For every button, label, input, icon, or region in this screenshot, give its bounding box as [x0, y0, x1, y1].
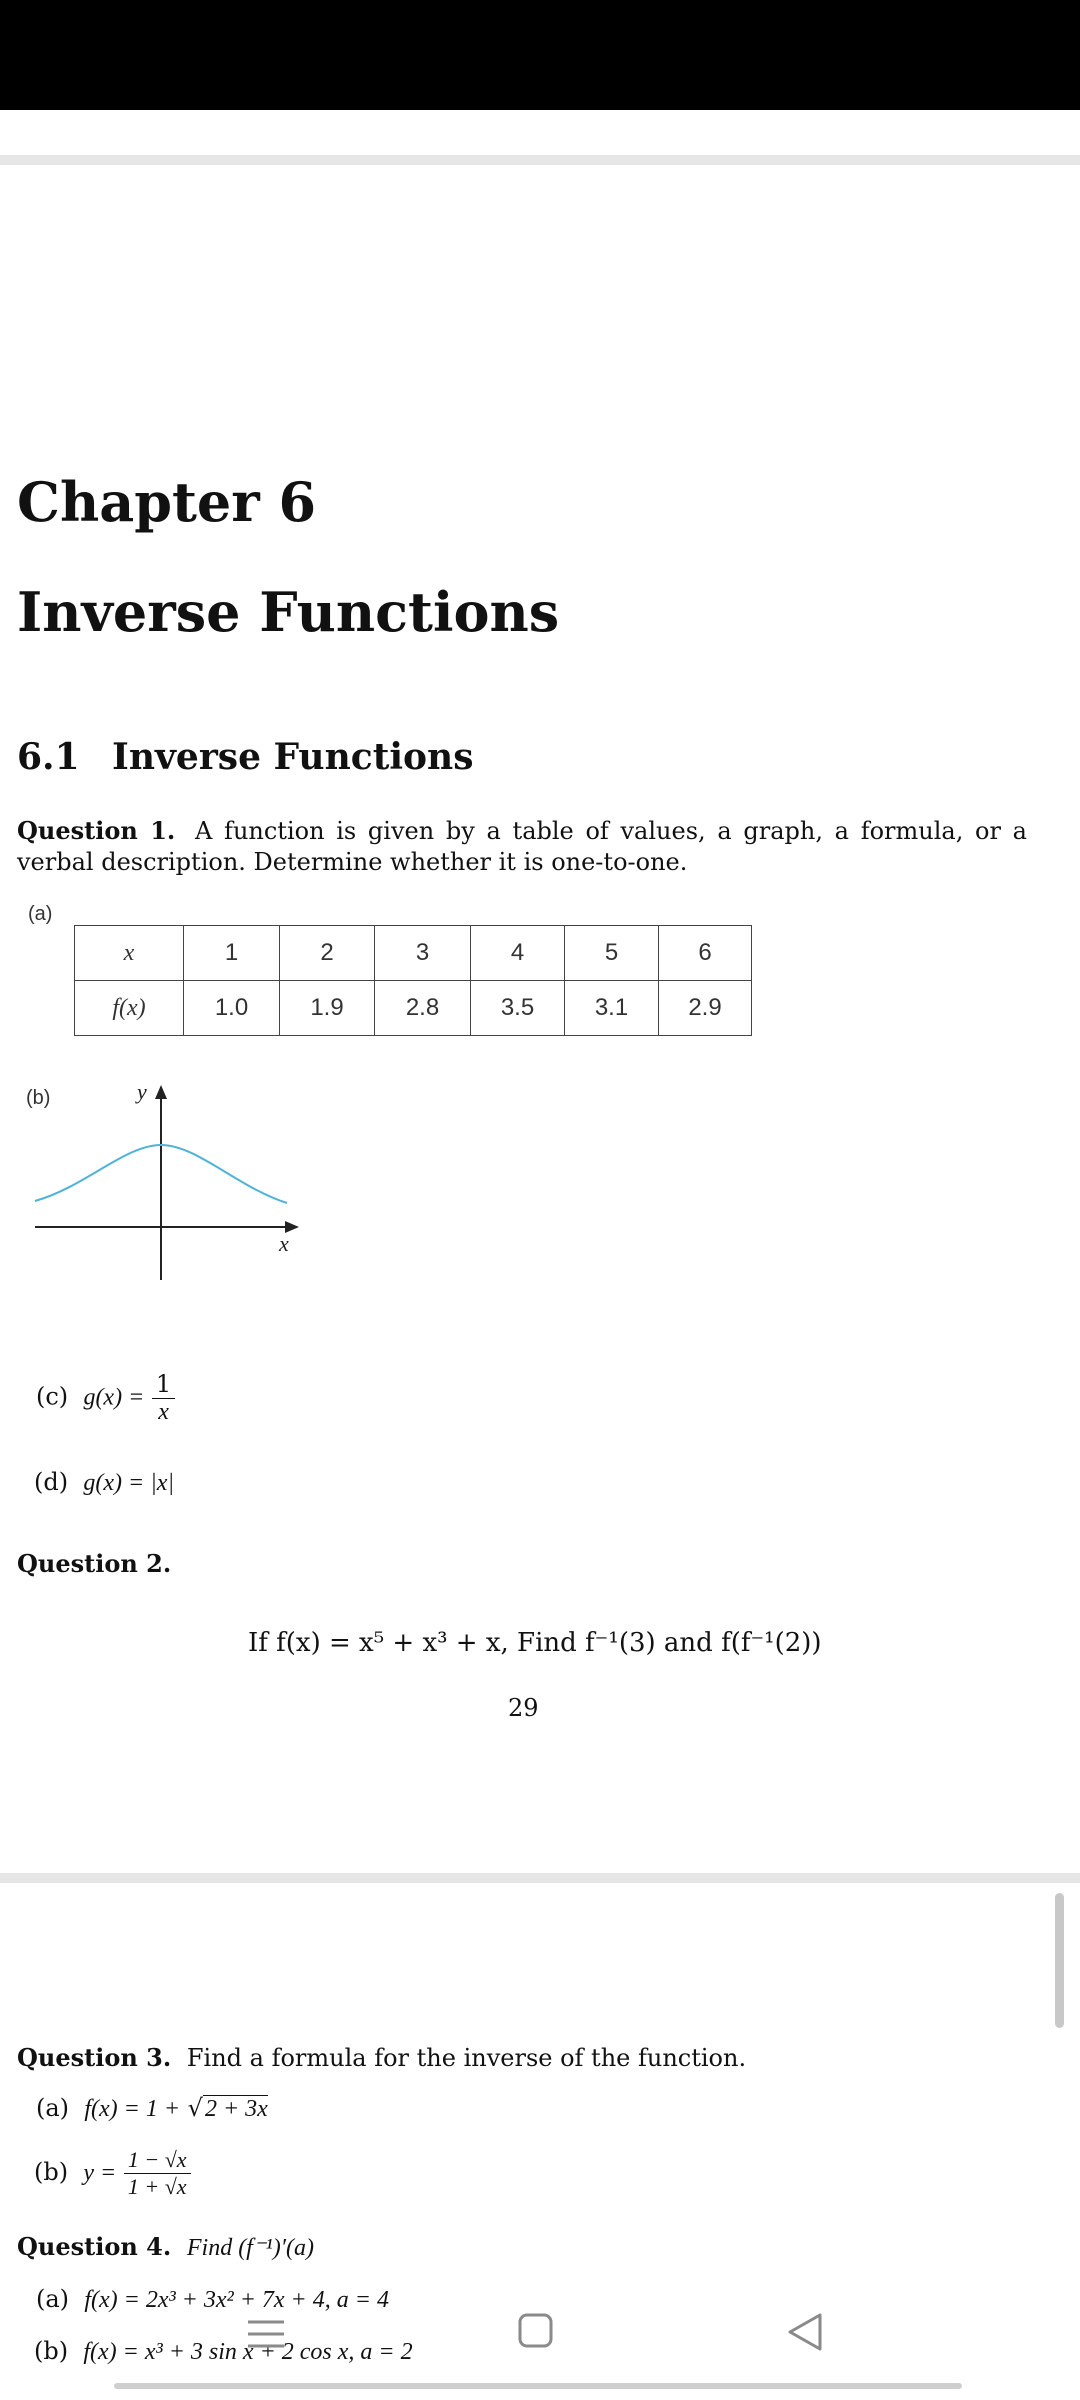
- gesture-indicator[interactable]: [114, 2383, 962, 2389]
- y-axis-label: y: [137, 1079, 147, 1104]
- q4-part-a-label: (a): [36, 2285, 70, 2313]
- table-cell: 2.8: [375, 981, 471, 1036]
- table-cell: 5: [565, 926, 659, 981]
- table-header-fx: f(x): [75, 981, 184, 1036]
- back-icon[interactable]: [786, 2312, 824, 2352]
- table-row: [75, 926, 752, 981]
- table-row: [75, 981, 752, 1036]
- function-graph: [25, 1075, 305, 1285]
- part-d-expr: g(x) = |x|: [83, 1470, 175, 1496]
- fraction-numerator: 1: [152, 1370, 175, 1399]
- q3-part-b: [34, 2147, 191, 2200]
- q4-part-b-expr: f(x) = x³ + 3 sin x + 2 cos x, a = 2: [83, 2339, 413, 2365]
- status-bar: [0, 0, 1080, 110]
- part-b-label: (b): [26, 1087, 51, 1109]
- q3-part-b-label: (b): [34, 2158, 69, 2186]
- question-1-label: Question 1.: [17, 816, 176, 845]
- part-c: [36, 1370, 175, 1426]
- table-cell: 1.0: [184, 981, 280, 1036]
- question-3-text: Find a formula for the inverse of the function.: [186, 2044, 747, 2072]
- radicand: 2 + 3x: [204, 2096, 268, 2122]
- table-cell: 6: [659, 926, 752, 981]
- chapter-title: Inverse Functions: [17, 580, 560, 644]
- y-axis-arrow-icon: [155, 1085, 167, 1099]
- page-number: 29: [508, 1694, 539, 1722]
- question-2-text: If f(x) = x⁵ + x³ + x, Find f⁻¹(3) and f(f⁻¹(2)): [248, 1628, 822, 1658]
- x-axis-label: x: [279, 1231, 289, 1256]
- fraction: [152, 1370, 175, 1426]
- part-c-label: (c): [36, 1382, 69, 1411]
- question-4-label: Question 4.: [17, 2232, 172, 2261]
- q3-part-b-lhs: y =: [83, 2160, 117, 2186]
- question-2: [17, 1548, 1027, 1580]
- part-c-lhs: g(x) =: [83, 1384, 145, 1411]
- table-cell: 3.5: [471, 981, 565, 1036]
- fraction-numerator: 1 − √x: [124, 2147, 191, 2174]
- part-a-label: (a): [28, 903, 53, 925]
- table-cell: 4: [471, 926, 565, 981]
- q4-part-b-label: (b): [34, 2337, 69, 2365]
- table-cell: 3: [375, 926, 471, 981]
- question-3-label: Question 3.: [17, 2043, 172, 2072]
- fraction-denominator: 1 + √x: [127, 2174, 187, 2199]
- section-number: 6.1: [17, 736, 80, 778]
- page-separator: [0, 1873, 1080, 1883]
- question-1-text: A function is given by a table of values, a graph, a formula, or a verbal description. Determine whether it is one-to-one.: [17, 817, 1027, 876]
- fraction: [124, 2147, 191, 2200]
- q3-part-a-label: (a): [36, 2094, 70, 2122]
- values-table: [74, 925, 752, 1036]
- question-4: [17, 2231, 1027, 2264]
- scrollbar-thumb[interactable]: [1055, 1893, 1064, 2028]
- q4-part-a-expr: f(x) = 2x³ + 3x² + 7x + 4, a = 4: [84, 2287, 389, 2313]
- fraction-denominator: x: [158, 1399, 169, 1425]
- table-cell: 2: [280, 926, 375, 981]
- recents-icon[interactable]: [246, 2316, 286, 2352]
- question-3: [17, 2042, 1027, 2074]
- table-header-x: x: [75, 926, 184, 981]
- chapter-heading: Chapter 6: [17, 470, 317, 534]
- table-cell: 2.9: [659, 981, 752, 1036]
- part-d-label: (d): [34, 1468, 69, 1496]
- home-icon[interactable]: [518, 2312, 554, 2350]
- question-2-label: Question 2.: [17, 1549, 172, 1578]
- part-d: [34, 1468, 174, 1497]
- q3-part-a-lhs: f(x) = 1 +: [84, 2096, 181, 2122]
- table-cell: 1.9: [280, 981, 375, 1036]
- question-1: [17, 815, 1027, 878]
- question-4-text: Find (f⁻¹)′(a): [186, 2235, 314, 2261]
- q3-part-a: (a) f(x) = 1 + √2 + 3x: [36, 2094, 268, 2122]
- page-separator: [0, 155, 1080, 165]
- table-cell: 1: [184, 926, 280, 981]
- table-cell: 3.1: [565, 981, 659, 1036]
- section-title: Inverse Functions: [112, 736, 474, 778]
